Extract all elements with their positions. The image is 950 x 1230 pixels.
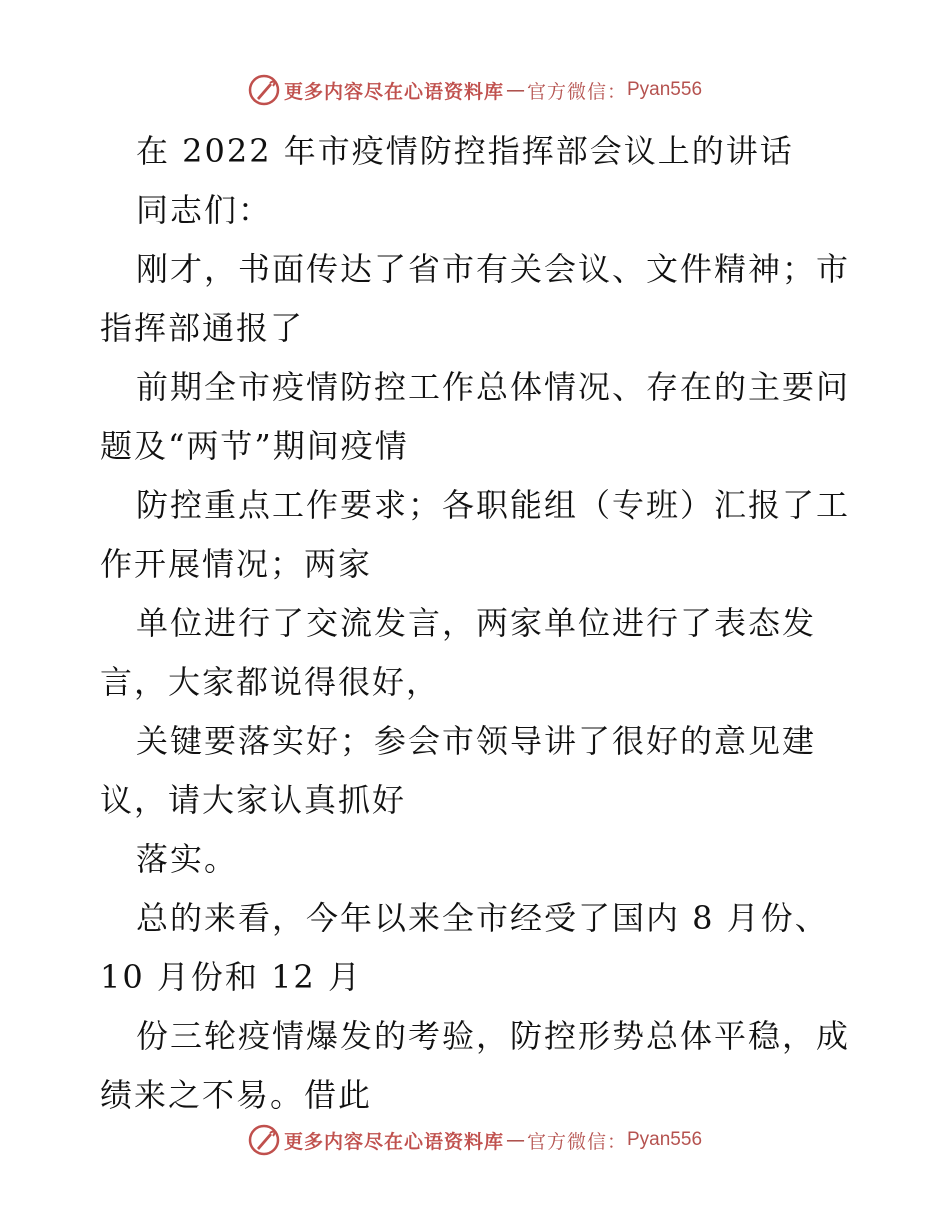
- paragraph-line: 关键要落实好；参会市领导讲了很好的意见建: [136, 722, 817, 760]
- watermark-sub-text: 官方微信：: [526, 80, 627, 103]
- watermark-wechat-id: Pyan556: [627, 79, 703, 100]
- paragraph-line: 份三轮疫情爆发的考验，防控形势总体平稳，成: [136, 1017, 851, 1055]
- document-body: [100, 122, 852, 1125]
- watermark-dash: —: [505, 79, 525, 101]
- footer-watermark: [0, 1120, 950, 1160]
- paragraph-line: 作开展情况；两家: [100, 545, 373, 583]
- paragraph-line: 防控重点工作要求；各职能组（专班）汇报了工: [136, 486, 851, 524]
- watermark-dash: —: [505, 1129, 525, 1151]
- paragraph-line: 题及“两节”期间疫情: [100, 427, 409, 465]
- paragraph-line: 刚才，书面传达了省市有关会议、文件精神；市: [136, 250, 851, 288]
- paragraph-line: 总的来看，今年以来全市经受了国内 8 月份、: [136, 899, 829, 937]
- watermark-main-text: 更多内容尽在心语资料库: [283, 1130, 504, 1153]
- quill-logo-icon: [248, 74, 280, 106]
- header-watermark: [0, 70, 950, 110]
- paragraph-line: 指挥部通报了: [100, 309, 305, 347]
- paragraph-line: 前期全市疫情防控工作总体情况、存在的主要问: [136, 368, 851, 406]
- paragraph-line: 言，大家都说得很好，: [100, 663, 441, 701]
- paragraph-line: 10 月份和 12 月: [100, 958, 362, 996]
- watermark-sub-text: 官方微信：: [526, 1130, 627, 1153]
- document-title: 在 2022 年市疫情防控指挥部会议上的讲话: [136, 132, 794, 170]
- paragraph-line: 议，请大家认真抓好: [100, 781, 407, 819]
- salutation: 同志们：: [136, 191, 273, 229]
- watermark-wechat-id: Pyan556: [627, 1129, 703, 1150]
- paragraph-line: 落实。: [136, 840, 239, 878]
- watermark-main-text: 更多内容尽在心语资料库: [283, 80, 504, 103]
- paragraph-line: 单位进行了交流发言，两家单位进行了表态发: [136, 604, 817, 642]
- quill-logo-icon: [248, 1124, 280, 1156]
- paragraph-line: 绩来之不易。借此: [100, 1076, 373, 1114]
